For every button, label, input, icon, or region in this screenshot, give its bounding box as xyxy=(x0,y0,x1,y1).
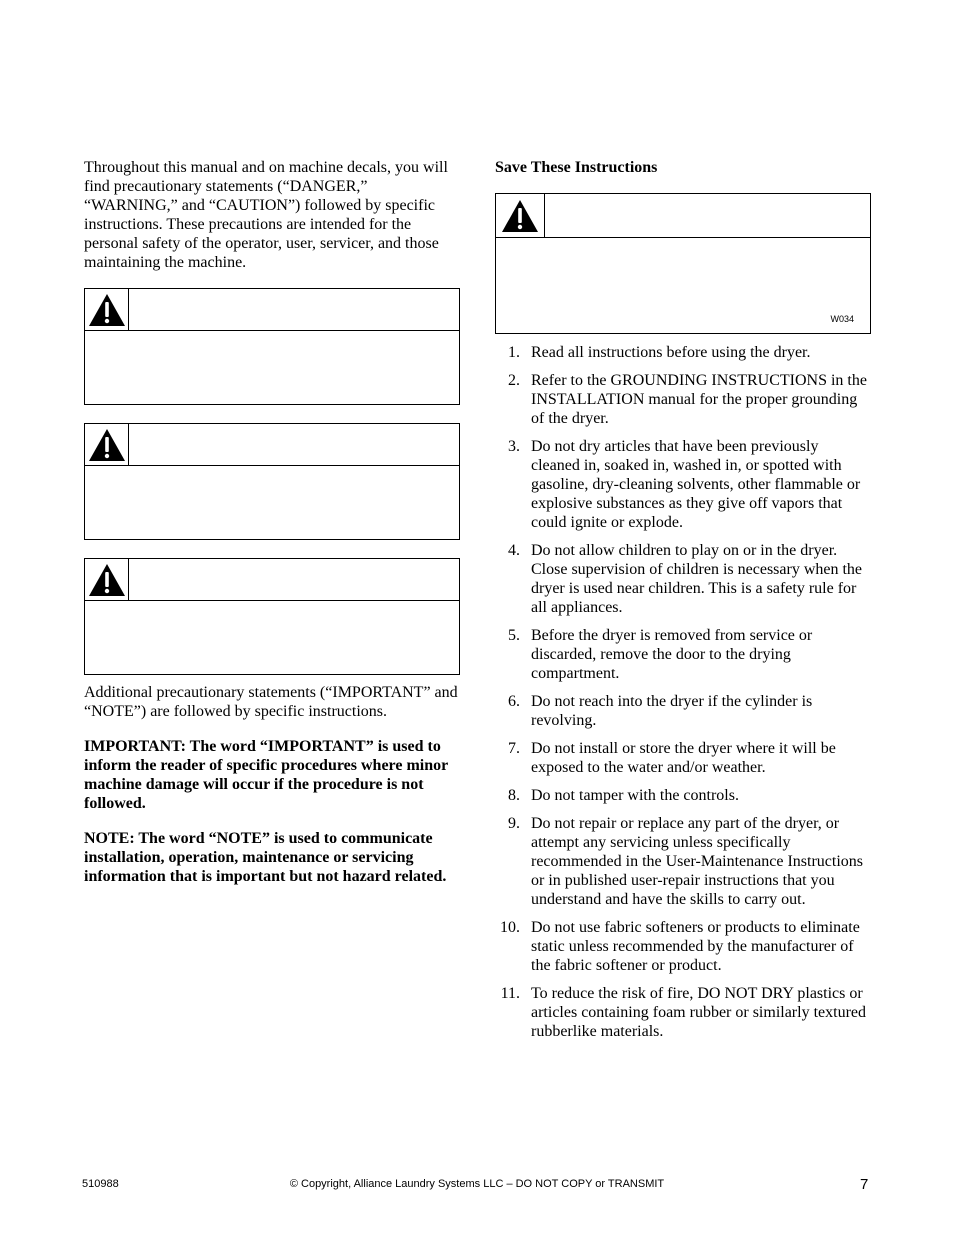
list-item xyxy=(495,692,871,730)
item-number: 1. xyxy=(508,344,520,361)
list-item xyxy=(495,343,871,362)
item-number: 4. xyxy=(508,542,520,559)
list-item xyxy=(495,984,871,1041)
warning-box-body xyxy=(85,331,459,405)
item-number: 11. xyxy=(500,985,520,1002)
item-text: Do not reach into the dryer if the cylinder is revolving. xyxy=(531,693,813,729)
footer-copyright: © Copyright, Alliance Laundry Systems LLC – DO NOT COPY or TRANSMIT xyxy=(289,1178,665,1190)
item-text: To reduce the risk of fire, DO NOT DRY plastics or articles containing foam rubber or similarly textured rubberlike materials. xyxy=(531,985,866,1040)
warning-box xyxy=(84,423,460,540)
item-text: Read all instructions before using the dryer. xyxy=(531,344,811,361)
warning-triangle-icon xyxy=(85,289,129,330)
warning-triangle-icon xyxy=(85,424,129,465)
item-number: 5. xyxy=(508,627,520,644)
warning-box-body xyxy=(85,601,459,675)
item-text: Refer to the GROUNDING INSTRUCTIONS in the INSTALLATION manual for the proper grounding of the dryer. xyxy=(531,372,867,427)
intro-paragraph: Throughout this manual and on machine decals, you will find precautionary statements (“DANGER,” “WARNING,” and “CAUTION”) followed by specific instructions. These precautions are intended for the personal safety of the operator, user, servicer, and those maintaining the machine. xyxy=(84,159,448,271)
item-number: 7. xyxy=(508,740,520,757)
warning-triangle-icon xyxy=(496,194,545,237)
warning-box-header xyxy=(85,289,459,331)
instructions-list xyxy=(495,343,871,1041)
warning-box-header xyxy=(85,559,459,601)
warning-box-header xyxy=(85,424,459,466)
important-note: IMPORTANT: The word “IMPORTANT” is used to inform the reader of specific procedures where minor machine damage will occur if the procedure is not followed. xyxy=(84,738,448,812)
right-column xyxy=(495,158,871,1050)
additional-statements: Additional precautionary statements (“IMPORTANT” and “NOTE”) are followed by specific instructions. xyxy=(84,684,458,720)
left-column xyxy=(84,158,460,902)
warning-box-body xyxy=(496,238,870,334)
note-text: NOTE: The word “NOTE” is used to communicate installation, operation, maintenance or servicing information that is important but not hazard related. xyxy=(84,830,447,885)
warning-box xyxy=(84,288,460,405)
warning-box-body xyxy=(85,466,459,540)
item-number: 2. xyxy=(508,372,520,389)
item-text: Do not dry articles that have been previously cleaned in, soaked in, washed in, or spotted with gasoline, dry-cleaning solvents, other flammable or explosive substances as they give off vapors that could ignite or explode. xyxy=(531,438,861,531)
section-heading: Save These Instructions xyxy=(495,159,658,176)
item-text: Before the dryer is removed from service or discarded, remove the door to the drying compartment. xyxy=(531,627,813,682)
item-number: 9. xyxy=(508,815,520,832)
item-text: Do not allow children to play on or in the dryer. Close supervision of children is necessary when the dryer is used near children. This is a safety rule for all appliances. xyxy=(531,542,863,616)
warning-box-header xyxy=(496,194,870,238)
list-item xyxy=(495,814,871,909)
warning-code: W034 xyxy=(830,314,854,324)
item-text: Do not repair or replace any part of the dryer, or attempt any servicing unless specifically recommended in the User-Maintenance Instructions or in published user-repair instructions that you understand and have the skills to carry out. xyxy=(531,815,864,908)
footer-doc-number: 510988 xyxy=(82,1178,119,1190)
list-item xyxy=(495,437,871,532)
warning-triangle-icon xyxy=(85,559,129,600)
item-number: 3. xyxy=(508,438,520,455)
item-number: 8. xyxy=(508,787,520,804)
warning-box xyxy=(495,193,871,334)
item-text: Do not tamper with the controls. xyxy=(531,787,739,804)
list-item xyxy=(495,918,871,975)
list-item xyxy=(495,626,871,683)
list-item xyxy=(495,739,871,777)
item-number: 6. xyxy=(508,693,520,710)
footer-page-number: 7 xyxy=(860,1176,869,1193)
list-item xyxy=(495,371,871,428)
warning-box xyxy=(84,558,460,675)
list-item xyxy=(495,541,871,617)
item-text: Do not install or store the dryer where it will be exposed to the water and/or weather. xyxy=(531,740,836,776)
item-text: Do not use fabric softeners or products to eliminate static unless recommended by the manufacturer of the fabric softener or product. xyxy=(531,919,860,974)
item-number: 10. xyxy=(500,919,520,936)
list-item xyxy=(495,786,871,805)
